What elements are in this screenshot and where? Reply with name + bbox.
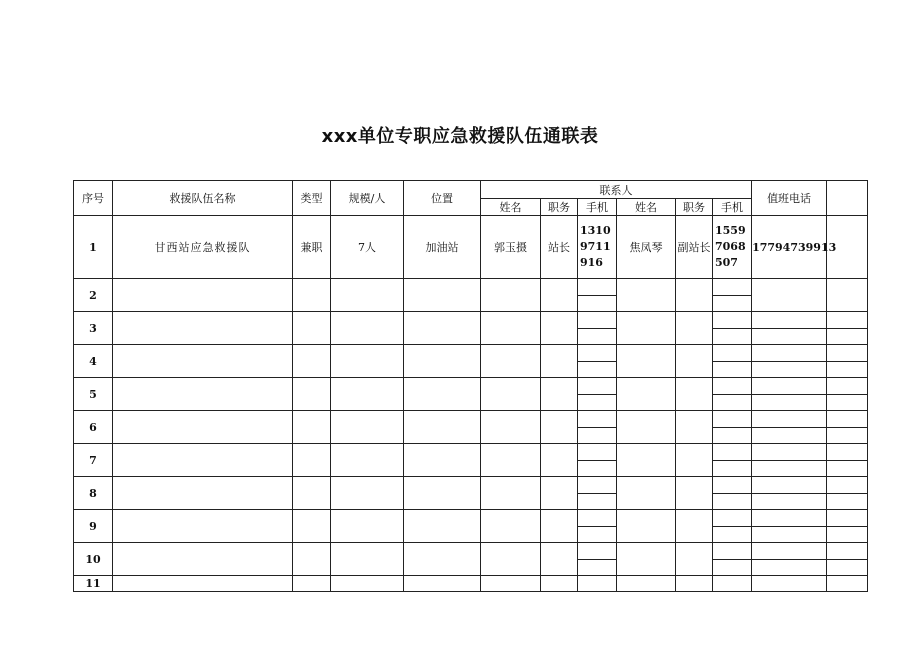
header-type: 类型 [293, 181, 331, 216]
type-cell [293, 576, 331, 592]
contact2-name-cell [617, 477, 676, 510]
duty-phone-cell [752, 543, 827, 576]
blank-cell [827, 345, 868, 378]
location-cell [404, 477, 481, 510]
header-seq: 序号 [74, 181, 113, 216]
duty-phone-cell [752, 576, 827, 592]
table-row [74, 477, 868, 510]
contact2-name-cell [617, 279, 676, 312]
contact2-mobile-cell: 1559 7068 507 [713, 216, 752, 279]
contact1-mobile-cell: 1310 9711 916 [578, 216, 617, 279]
contact1-name-cell [481, 345, 541, 378]
contact1-name-cell: 郭玉摄 [481, 216, 541, 279]
scale-cell [331, 477, 404, 510]
table-row [74, 378, 868, 411]
blank-cell [827, 510, 868, 543]
duty-phone-cell [752, 279, 827, 312]
location-cell [404, 444, 481, 477]
scale-cell [331, 378, 404, 411]
contact2-position-cell [676, 444, 713, 477]
header-position-2: 职务 [676, 199, 713, 216]
contact2-mobile-cell [713, 312, 752, 345]
table-row [74, 576, 868, 592]
contact2-name-cell [617, 345, 676, 378]
location-cell [404, 411, 481, 444]
contact1-position-cell [541, 543, 578, 576]
type-cell [293, 411, 331, 444]
header-contact: 联系人 [481, 181, 752, 199]
contact1-name-cell [481, 444, 541, 477]
row-seq: 7 [74, 444, 113, 477]
team-name-cell [113, 477, 293, 510]
row-seq: 4 [74, 345, 113, 378]
contact1-name-cell [481, 279, 541, 312]
table-row [74, 411, 868, 444]
table-row [74, 216, 868, 279]
header-position-1: 职务 [541, 199, 578, 216]
header-location: 位置 [404, 181, 481, 216]
row-seq: 1 [74, 216, 113, 279]
contact2-mobile-cell [713, 444, 752, 477]
header-mobile-1: 手机 [578, 199, 617, 216]
team-name-cell [113, 510, 293, 543]
location-cell [404, 378, 481, 411]
duty-phone-cell [752, 378, 827, 411]
header-row-1 [74, 181, 868, 199]
location-cell [404, 543, 481, 576]
header-mobile-2: 手机 [713, 199, 752, 216]
location-cell [404, 576, 481, 592]
contact1-mobile-cell [578, 543, 617, 576]
document-title: xxx单位专职应急救援队伍通联表 [321, 126, 599, 147]
contact1-position-cell [541, 411, 578, 444]
type-cell [293, 279, 331, 312]
team-name-cell [113, 543, 293, 576]
team-name-cell [113, 444, 293, 477]
team-name-cell [113, 279, 293, 312]
team-name-cell [113, 312, 293, 345]
type-cell [293, 444, 331, 477]
contact2-position-cell [676, 345, 713, 378]
contact1-mobile-cell [578, 444, 617, 477]
team-name-cell [113, 411, 293, 444]
contact2-name-cell [617, 444, 676, 477]
blank-cell [827, 312, 868, 345]
scale-cell [331, 411, 404, 444]
contact1-position-cell [541, 312, 578, 345]
contact2-position-cell [676, 378, 713, 411]
contact2-name-cell [617, 312, 676, 345]
contact2-position-cell [676, 411, 713, 444]
row-seq: 3 [74, 312, 113, 345]
scale-cell [331, 279, 404, 312]
contact2-name-cell [617, 411, 676, 444]
contact2-position-cell [676, 510, 713, 543]
contact1-position-cell [541, 279, 578, 312]
blank-cell [827, 279, 868, 312]
header-name-2: 姓名 [617, 199, 676, 216]
blank-cell [827, 411, 868, 444]
contact1-position-cell: 站长 [541, 216, 578, 279]
location-cell: 加油站 [404, 216, 481, 279]
scale-cell [331, 312, 404, 345]
type-cell [293, 510, 331, 543]
scale-cell [331, 510, 404, 543]
contact1-position-cell [541, 378, 578, 411]
contact1-name-cell [481, 576, 541, 592]
contact2-name-cell [617, 510, 676, 543]
contact2-mobile-cell [713, 345, 752, 378]
header-duty-phone: 值班电话 [752, 181, 827, 216]
contact2-name-cell: 焦凤琴 [617, 216, 676, 279]
contact1-name-cell [481, 543, 541, 576]
table-row [74, 279, 868, 312]
duty-phone-cell [752, 345, 827, 378]
blank-cell [827, 543, 868, 576]
type-cell [293, 312, 331, 345]
contact1-name-cell [481, 510, 541, 543]
table-row [74, 345, 868, 378]
type-cell [293, 345, 331, 378]
contact1-position-cell [541, 345, 578, 378]
contact1-position-cell [541, 576, 578, 592]
contact2-mobile-cell [713, 576, 752, 592]
contact2-mobile-cell [713, 378, 752, 411]
scale-cell: 7人 [331, 216, 404, 279]
contact2-mobile-cell [713, 543, 752, 576]
contact1-mobile-cell [578, 378, 617, 411]
contact1-mobile-cell [578, 345, 617, 378]
type-cell [293, 477, 331, 510]
contact1-name-cell [481, 477, 541, 510]
contact2-mobile-cell [713, 510, 752, 543]
contact1-position-cell [541, 510, 578, 543]
contact2-position-cell [676, 312, 713, 345]
table-row [74, 510, 868, 543]
contact1-position-cell [541, 444, 578, 477]
contact2-mobile-cell [713, 411, 752, 444]
contact2-name-cell [617, 543, 676, 576]
duty-phone-cell [752, 411, 827, 444]
row-seq: 11 [74, 576, 113, 592]
header-team-name: 救援队伍名称 [113, 181, 293, 216]
contact1-name-cell [481, 378, 541, 411]
location-cell [404, 510, 481, 543]
type-cell [293, 378, 331, 411]
contact1-mobile-cell [578, 411, 617, 444]
scale-cell [331, 444, 404, 477]
header-name-1: 姓名 [481, 199, 541, 216]
table-row [74, 543, 868, 576]
team-name-cell [113, 378, 293, 411]
duty-phone-cell [752, 312, 827, 345]
contact1-name-cell [481, 411, 541, 444]
duty-phone-cell [752, 444, 827, 477]
contact2-mobile-cell [713, 279, 752, 312]
row-seq: 6 [74, 411, 113, 444]
table-row [74, 444, 868, 477]
duty-phone-cell [752, 510, 827, 543]
header-scale: 规模/人 [331, 181, 404, 216]
duty-phone-cell [752, 477, 827, 510]
header-blank [827, 181, 868, 216]
row-seq: 2 [74, 279, 113, 312]
scale-cell [331, 576, 404, 592]
type-cell: 兼职 [293, 216, 331, 279]
contact2-name-cell [617, 378, 676, 411]
contact1-mobile-cell [578, 312, 617, 345]
contact2-position-cell [676, 543, 713, 576]
contact2-position-cell [676, 576, 713, 592]
team-name-cell [113, 576, 293, 592]
team-name-cell [113, 345, 293, 378]
row-seq: 10 [74, 543, 113, 576]
scale-cell [331, 543, 404, 576]
contact2-position-cell [676, 279, 713, 312]
table-row [74, 312, 868, 345]
contact-table [73, 180, 868, 592]
contact2-mobile-cell [713, 477, 752, 510]
blank-cell [827, 378, 868, 411]
contact1-mobile-cell [578, 477, 617, 510]
location-cell [404, 345, 481, 378]
contact1-mobile-cell [578, 576, 617, 592]
contact2-name-cell [617, 576, 676, 592]
row-seq: 5 [74, 378, 113, 411]
row-seq: 8 [74, 477, 113, 510]
duty-phone-cell: 17794739913 [752, 216, 827, 279]
contact1-position-cell [541, 477, 578, 510]
location-cell [404, 279, 481, 312]
location-cell [404, 312, 481, 345]
blank-cell [827, 477, 868, 510]
blank-cell [827, 576, 868, 592]
contact1-mobile-cell [578, 279, 617, 312]
contact1-name-cell [481, 312, 541, 345]
row-seq: 9 [74, 510, 113, 543]
contact2-position-cell: 副站长 [676, 216, 713, 279]
type-cell [293, 543, 331, 576]
contact1-mobile-cell [578, 510, 617, 543]
team-name-cell: 甘西站应急救援队 [113, 216, 293, 279]
contact2-position-cell [676, 477, 713, 510]
scale-cell [331, 345, 404, 378]
blank-cell [827, 444, 868, 477]
